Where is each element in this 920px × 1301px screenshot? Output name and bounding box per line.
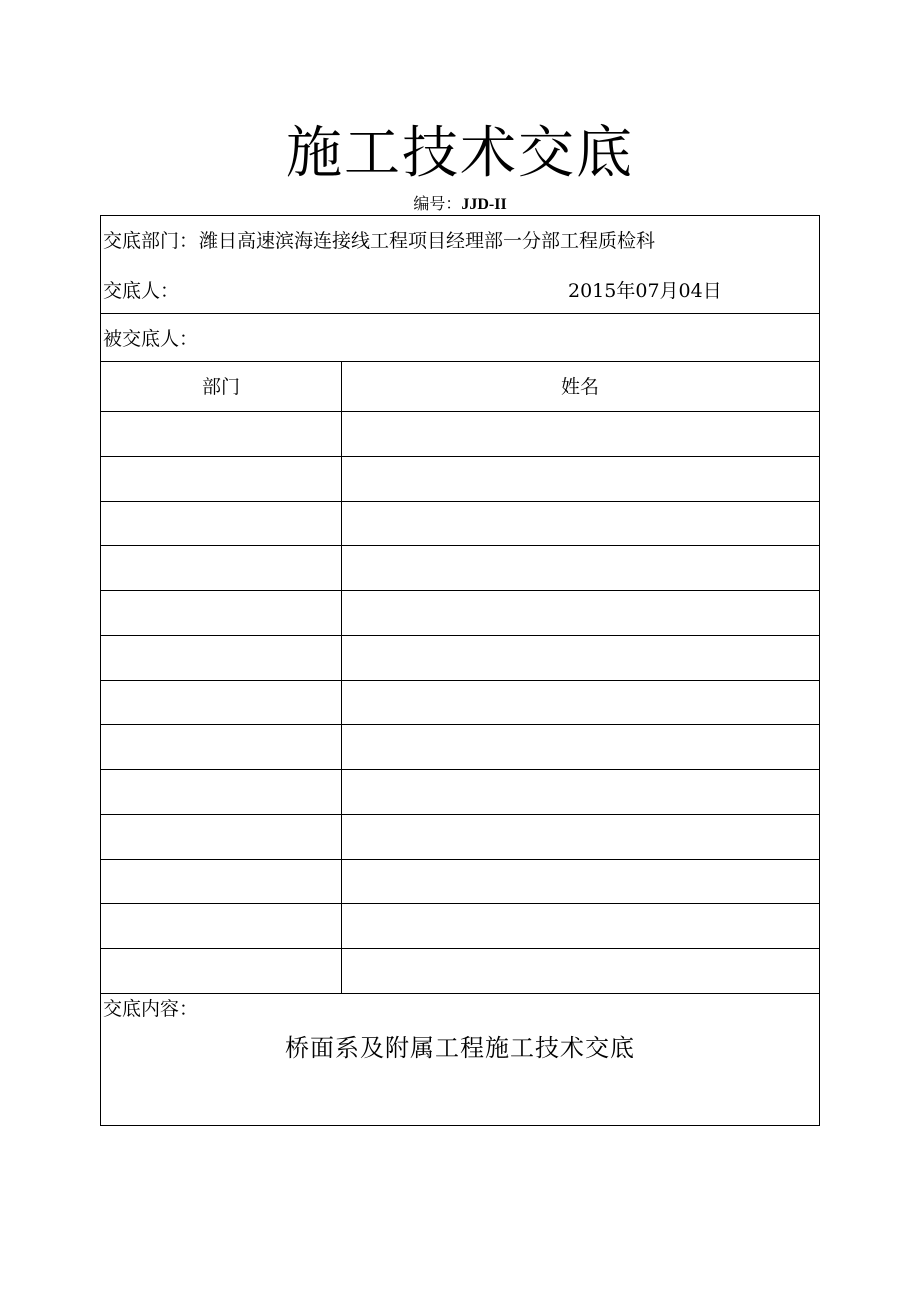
table-row — [101, 457, 819, 502]
table-row — [101, 860, 819, 905]
table-row — [101, 681, 819, 726]
dept-presenter-section — [101, 216, 819, 314]
table-row — [101, 502, 819, 547]
handover-date: 2015年07月04日 — [568, 280, 722, 302]
document-number — [0, 193, 920, 216]
document-number-label: 编号： — [413, 194, 462, 213]
document-title: 施工技术交底 — [286, 121, 634, 186]
table-row — [101, 725, 819, 770]
handover-form — [100, 215, 820, 1126]
table-row — [101, 815, 819, 860]
table-row — [101, 904, 819, 949]
table-row — [101, 770, 819, 815]
presenter-label: 交底人： — [103, 280, 180, 302]
table-column-divider — [341, 362, 342, 994]
table-row — [101, 591, 819, 636]
table-header-name: 姓名 — [560, 376, 599, 398]
dept-label: 交底部门： — [103, 230, 199, 252]
table-row — [101, 412, 819, 457]
dept-value: 潍日高速滨海连接线工程项目经理部一分部工程质检科 — [199, 230, 656, 252]
recipient-label: 被交底人： — [103, 328, 199, 350]
table-row — [101, 949, 819, 994]
content-label: 交底内容： — [103, 998, 199, 1020]
table-row — [101, 636, 819, 681]
content-title: 桥面系及附属工程施工技术交底 — [285, 1034, 635, 1062]
table-header-dept: 部门 — [201, 376, 240, 398]
document-number-value: JJD-II — [461, 196, 507, 213]
table-header-row — [101, 362, 819, 412]
table-row — [101, 546, 819, 591]
recipient-section — [101, 314, 819, 362]
